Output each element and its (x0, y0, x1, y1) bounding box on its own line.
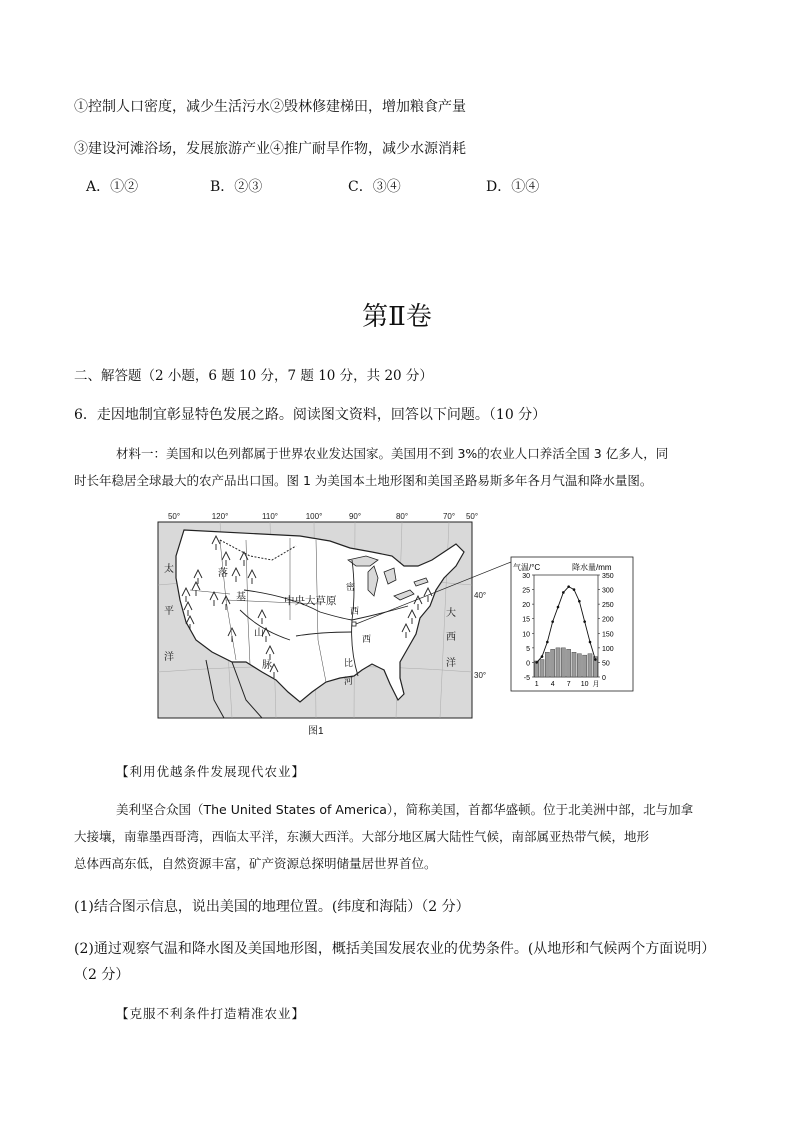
month-label: 10 (580, 681, 589, 688)
river-label: 西 (362, 634, 372, 644)
subhead-2: 【克服不利条件打造精准农业】 (116, 1006, 306, 1021)
precip-tick-label: 350 (602, 573, 614, 580)
temp-tick-label: 25 (522, 587, 530, 595)
choice-a[interactable]: A．①② (86, 179, 139, 195)
precip-bar (540, 660, 544, 677)
precip-tick-label: 300 (602, 587, 614, 595)
precip-tick-label: 250 (602, 602, 614, 610)
temperature-point (557, 606, 560, 609)
lon-label: 80° (395, 512, 409, 521)
latitude-labels (474, 591, 486, 680)
para-line3: 总体西高东低，自然资源丰富，矿产资源总探明储量居世界首位。 (74, 856, 437, 871)
subhead-1: 【利用优越条件发展现代农业】 (116, 764, 306, 779)
month-label: 7 (566, 681, 571, 688)
temperature-point (573, 588, 576, 591)
longitude-labels (168, 512, 478, 521)
precip-tick-label: 50 (602, 660, 610, 668)
ocean-label: 平 (164, 606, 174, 617)
material1-line1: 材料一：美国和以色列都属于世界农业发达国家。美国用不到 3%的农业人口养活全国 3 亿多人，同 (116, 446, 669, 461)
mountain-label: 山 (254, 628, 264, 639)
precip-bar (556, 648, 560, 677)
para-line1: 美利坚合众国（The United States of America），简称美国，首都华盛顿。位于北美洲中部，北与加拿 (116, 802, 694, 817)
figure-caption: 图1 (308, 726, 324, 737)
usa-paragraph (74, 796, 722, 877)
ocean-label: 洋 (164, 652, 174, 663)
month-label: 4 (550, 681, 555, 688)
material1-line2: 时长年稳居全球最大的农产品出口国。图 1 为美国本土地形图和美国圣路易斯多年各月气温和降水量图。 (74, 473, 653, 488)
choice-c[interactable]: C．③④ (348, 179, 401, 195)
question-2-line1: (2)通过观察气温和降水图及美国地形图，概括美国发展农业的优势条件。(从地形和气候两个方面说明） (74, 941, 716, 957)
temp-tick-label: 0 (526, 660, 530, 668)
temp-axis-label: 气温/°C (513, 563, 541, 572)
temperature-point (567, 585, 570, 588)
temperature-point (546, 641, 549, 644)
q5-options-line1: ①控制人口密度，减少生活污水②毁林修建梯田，增加粮食产量 (74, 99, 466, 115)
precip-bar (561, 648, 565, 677)
month-label: 1 (534, 681, 539, 688)
temperature-point (562, 591, 565, 594)
section-subtitle: 二、解答题（2 小题，6 题 10 分，7 题 10 分，共 20 分） (74, 368, 433, 384)
mountain-label: 脉 (262, 660, 272, 671)
section-title: 第Ⅱ卷 (362, 302, 432, 332)
precip-bar (583, 655, 587, 677)
temperature-point (578, 600, 581, 603)
precip-bar (577, 654, 581, 677)
choice-b[interactable]: B．②③ (210, 179, 263, 195)
temp-tick-label: 10 (522, 631, 530, 639)
precip-bar (545, 652, 549, 677)
lon-label: 70° (442, 512, 456, 521)
temperature-point (551, 620, 554, 623)
question-2-line2: （2 分） (74, 967, 130, 983)
precip-tick-label: 0 (602, 675, 606, 682)
precip-tick-label: 100 (602, 645, 614, 653)
st-louis-marker (352, 622, 356, 626)
ocean-label: 大 (446, 608, 456, 619)
question-1: (1)结合图示信息，说出美国的地理位置。(纬度和海陆）（2 分） (74, 899, 470, 915)
lon-label: 110° (262, 512, 278, 521)
mountain-label: 基 (236, 592, 246, 603)
mountain-label: 落 (218, 568, 228, 579)
temperature-point (535, 661, 538, 664)
precip-axis-label: 降水量/mm (572, 563, 612, 572)
precip-bar (588, 654, 592, 677)
para-line2: 大接壤，南靠墨西哥湾，西临太平洋，东濒大西洋。大部分地区属大陆性气候，南部属亚热带气候，地形 (74, 829, 650, 844)
month-label: 月 (592, 681, 600, 688)
q5-options-line2: ③建设河滩浴场，发展旅游产业④推广耐旱作物，减少水源消耗 (74, 141, 466, 157)
lat-label: 30° (474, 671, 487, 680)
river-label: 西 (350, 606, 360, 616)
lon-label: 50° (167, 512, 181, 521)
precip-tick-label: 150 (602, 631, 614, 639)
temperature-point (589, 641, 592, 644)
temp-tick-label: 15 (522, 616, 530, 624)
river-label: 河 (344, 676, 354, 686)
lat-label: 40° (474, 591, 487, 600)
precip-tick-label: 200 (602, 616, 614, 624)
q6-stem: 6．走因地制宜彰显特色发展之路。阅读图文资料，回答以下问题。（10 分） (74, 407, 547, 423)
plain-label: 中央大草原 (284, 595, 337, 607)
ocean-label: 西 (446, 632, 456, 643)
lon-label: 120° (211, 512, 229, 521)
temp-tick-label: -5 (523, 675, 530, 682)
river-label: 密 (346, 582, 356, 592)
precip-bar (572, 652, 576, 677)
temperature-point (594, 658, 597, 661)
lon-label: 50° (465, 512, 479, 521)
ocean-label: 洋 (446, 658, 456, 669)
lon-label: 100° (305, 512, 323, 521)
precip-bar (567, 649, 571, 677)
temperature-point (583, 620, 586, 623)
temp-tick-label: 30 (522, 573, 530, 580)
temp-tick-label: 20 (522, 602, 530, 610)
temperature-point (541, 655, 544, 658)
ocean-label: 太 (164, 564, 174, 575)
lon-label: 90° (348, 512, 362, 521)
choice-d[interactable]: D．①④ (486, 179, 540, 195)
river-label: 比 (344, 658, 354, 668)
temp-tick-label: 5 (526, 645, 530, 653)
precip-bar (551, 649, 555, 677)
